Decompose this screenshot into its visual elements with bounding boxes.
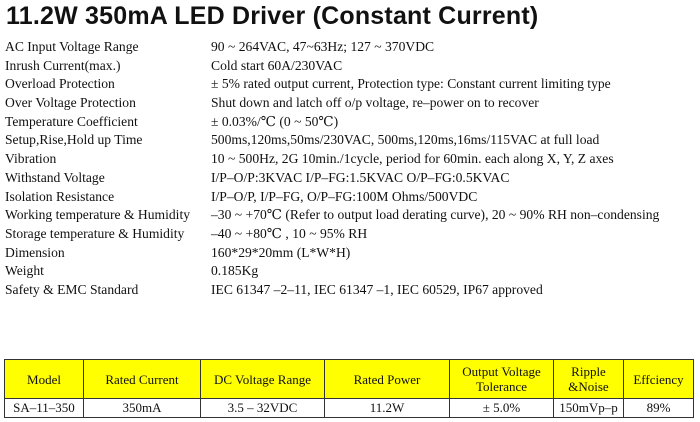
header-ripple-noise: Ripple &Noise — [554, 360, 624, 399]
spec-row — [5, 94, 695, 113]
header-rated-power: Rated Power — [325, 360, 450, 399]
spec-row — [5, 188, 695, 207]
spec-value: 90 ~ 264VAC, 47~63Hz; 127 ~ 370VDC — [211, 39, 435, 54]
spec-label: Isolation Resistance — [5, 188, 115, 204]
table-row — [5, 399, 694, 418]
header-output-voltage-tolerance: Output Voltage Tolerance — [450, 360, 554, 399]
spec-row — [5, 262, 695, 281]
spec-label: Setup,Rise,Hold up Time — [5, 132, 143, 148]
cell-model: SA–11–350 — [5, 399, 84, 418]
spec-label: Working temperature & Humidity — [5, 207, 191, 223]
model-table — [4, 359, 694, 418]
spec-value: 10 ~ 500Hz, 2G 10min./1cycle, period for 60min. each along X, Y, Z axes — [211, 151, 614, 167]
spec-label: Dimension — [5, 244, 65, 260]
spec-value: 0.185Kg — [211, 263, 259, 279]
spec-row — [5, 244, 695, 263]
cell-output-voltage-tolerance: ± 5.0% — [450, 399, 554, 418]
spec-row — [5, 169, 695, 188]
cell-rated-power: 11.2W — [325, 399, 450, 418]
spec-row — [5, 225, 695, 244]
spec-value: Shut down and latch off o/p voltage, re–power on to recover — [211, 95, 539, 111]
spec-label: Over Voltage Protection — [5, 95, 136, 111]
header-efficiency: Effciency — [624, 360, 694, 399]
spec-row — [5, 206, 695, 225]
cell-ripple-noise: 150mVp–p — [554, 399, 624, 418]
spec-label: Safety & EMC Standard — [5, 281, 139, 297]
spec-value: –30 ~ +70℃ (Refer to output load derating curve), 20 ~ 90% RH non–condensing — [211, 207, 660, 223]
header-rated-current: Rated Current — [84, 360, 201, 399]
spec-label: Withstand Voltage — [5, 169, 105, 185]
spec-label: Overload Protection — [5, 76, 115, 92]
spec-value: ± 0.03%/℃ (0 ~ 50℃) — [211, 113, 339, 129]
spec-value: Cold start 60A/230VAC — [211, 57, 343, 73]
spec-row — [5, 57, 695, 76]
header-model: Model — [5, 360, 84, 399]
spec-label: AC Input Voltage Range — [5, 39, 139, 54]
header-dc-voltage-range: DC Voltage Range — [201, 360, 325, 399]
spec-value: I/P–O/P, I/P–FG, O/P–FG:100M Ohms/500VDC — [211, 188, 478, 204]
spec-label: Temperature Coefficient — [5, 113, 138, 129]
spec-row — [5, 38, 695, 57]
table-header-row — [5, 360, 694, 399]
spec-row — [5, 281, 695, 300]
spec-value: –40 ~ +80℃ , 10 ~ 95% RH — [211, 225, 368, 241]
spec-value: IEC 61347 –2–11, IEC 61347 –1, IEC 60529, IP67 approved — [211, 281, 543, 297]
cell-efficiency: 89% — [624, 399, 694, 418]
spec-label: Storage temperature & Humidity — [5, 225, 185, 241]
cell-dc-voltage-range: 3.5 – 32VDC — [201, 399, 325, 418]
spec-label: Weight — [5, 263, 44, 279]
spec-label: Vibration — [5, 151, 57, 167]
cell-rated-current: 350mA — [84, 399, 201, 418]
page-title: 11.2W 350mA LED Driver (Constant Current) — [6, 2, 539, 30]
spec-row — [5, 150, 695, 169]
spec-value: 160*29*20mm (L*W*H) — [211, 244, 351, 260]
spec-value: 500ms,120ms,50ms/230VAC, 500ms,120ms,16ms/115VAC at full load — [211, 132, 600, 148]
spec-row — [5, 75, 695, 94]
spec-row — [5, 113, 695, 132]
spec-list — [5, 38, 695, 300]
spec-value: ± 5% rated output current, Protection type: Constant current limiting type — [211, 76, 611, 92]
spec-value: I/P–O/P:3KVAC I/P–FG:1.5KVAC O/P–FG:0.5KVAC — [211, 169, 510, 185]
spec-label: Inrush Current(max.) — [5, 57, 121, 73]
spec-row — [5, 131, 695, 150]
